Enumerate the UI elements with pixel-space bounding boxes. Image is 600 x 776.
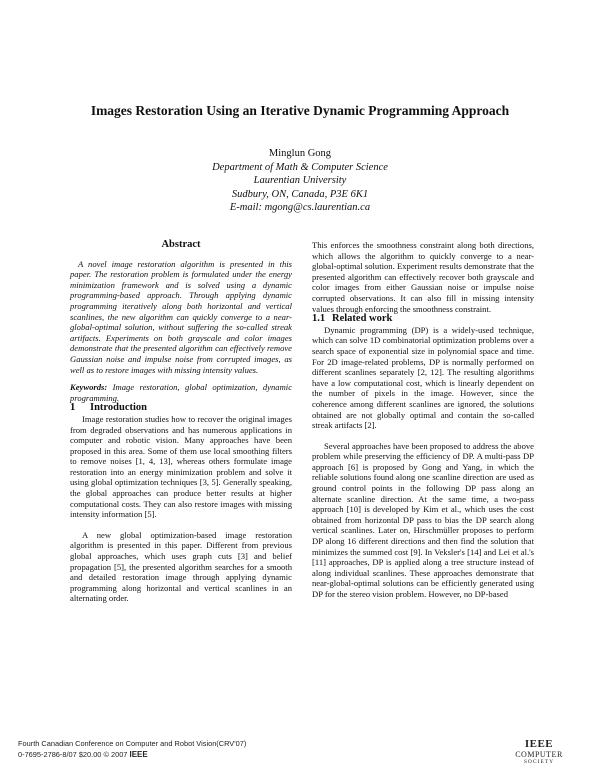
author-name: Minglun Gong (268, 148, 332, 159)
section-title: Related work (332, 313, 393, 325)
keywords-text: Image restoration, global optimization, dynamic programming. (70, 382, 293, 403)
keywords (70, 382, 292, 403)
author-block (0, 147, 600, 215)
logo-line-1: COMPUTER (515, 750, 563, 759)
intro-paragraph-continued: This enforces the smoothness constraint along both directions, which allows the algorithm to quickly converge to a near-global-optimal solution. Experiment results demonstrate that the presented algorithm can effectively recover both grayscale and color images from either Gaussian noise or impulse noise corrupted observations. It can also fill in missing intensity values through enforcing the smoothness constraint. (312, 240, 534, 314)
author-university: Laurentian University (253, 175, 347, 186)
abstract-text: A novel image restoration algorithm is presented in this paper. The restoration problem is formulated under the energy minimization framework and is solved using a dynamic programming-based approach. Through applying dynamic programming iteratively along both horizontal and vertical scanlines, the new algorithm can quickly converge to a near-global-optimal solution, without suffering the so-called streak artifacts. Experiments on both grayscale and color images demonstrate that the presented algorithm can effectively remove Gaussian noise and impulse noise from corrupted images, as well as to restore images with missing intensity values. (70, 258, 292, 375)
paper-title: Images Restoration Using an Iterative Dynamic Programming Approach (90, 103, 510, 118)
abstract-heading: Abstract (161, 239, 201, 250)
footer-ieee: IEEE (129, 750, 148, 759)
keywords-label: Keywords: (70, 382, 108, 393)
left-column (70, 240, 292, 604)
footer-copyright (18, 749, 246, 760)
section-heading-introduction (70, 403, 292, 414)
related-paragraph-2: Several approaches have been proposed to address the above problem while preserving the efficiency of DP. A multi-pass DP approach [6] is proposed by Gong and Yang, in which the reliable solutions found along one scanline direction are used as ground control points in the following DP pass along an alternate scanline direction. At the same time, a two-pass approach [10] is developed by Kim et al., which uses the cost obtained from horizontal DP pass to bias the DP search along vertical scanlines. Later on, Hirschmüller proposes to perform DP along 16 different directions and then find the solution that minimizes the summed cost [9]. In Veksler's [14] and Lei et al.'s [11] approaches, DP is applied along a tree structure instead of along individual scanlines. These approaches demonstrate that near-global-optimal solutions can be efficiently generated using DP for the stereo vision problem. However, no DP-based (312, 440, 534, 599)
author-department: Department of Math & Computer Science (212, 161, 388, 173)
computer-society-logo (508, 738, 570, 772)
footer-isbn: 0-7695-2786-8/07 $20.00 © 2007 (18, 750, 128, 759)
section-title: Introduction (90, 402, 147, 414)
intro-paragraph-2: A new global optimization-based image restoration algorithm is presented in this paper. Different from previous global approaches, which uses graph cuts [3] and belief propagation [5], the presented algorithm searches for a smooth and detailed restoration image through applying dynamic programming along horizontal and vertical scanlines in an alternating order. (70, 529, 292, 604)
section-number: 1.1 (312, 313, 326, 325)
author-address: Sudbury, ON, Canada, P3E 6K1 (231, 188, 369, 200)
section-heading-related-work (312, 314, 534, 325)
right-column (312, 240, 534, 600)
author-email: E-mail: mgong@cs.laurentian.ca (229, 202, 371, 213)
section-number: 1 (70, 402, 76, 414)
related-paragraph-1: Dynamic programming (DP) is a widely-used technique, which can solve 1D combinatorial optimization problems over a search space of exponential size in polynomial space and time. For 2D image-related problems, DP is normally performed on different scanlines separately [2, 12]. The resulting algorithms have a low computational cost, which is linearly dependent on the number of pixels in the image. However, since the coherence among different scanlines are ignored, the solutions obtained are not globally optimal and contain the so-called streak artifacts [2]. (312, 324, 534, 431)
intro-paragraph-1: Image restoration studies how to recover the original images from degraded observations and has numerous applications in computer and robotic vision. Many approaches have been proposed in this area. Some of them use local smoothing filters to remove noises [1, 4, 13], whereas others formulate image restoration into an energy minimization problem and solve it using global optimization techniques [3, 5]. Generally speaking, the global approaches can produce better results at higher computational costs. They can also restore images with missing intensity information [5]. (70, 413, 292, 520)
logo-line-2: SOCIETY (523, 759, 555, 765)
logo-mark: IEEE (524, 738, 554, 750)
page-footer (18, 738, 246, 760)
footer-conference: Fourth Canadian Conference on Computer and Robot Vision(CRV'07) (18, 739, 247, 748)
